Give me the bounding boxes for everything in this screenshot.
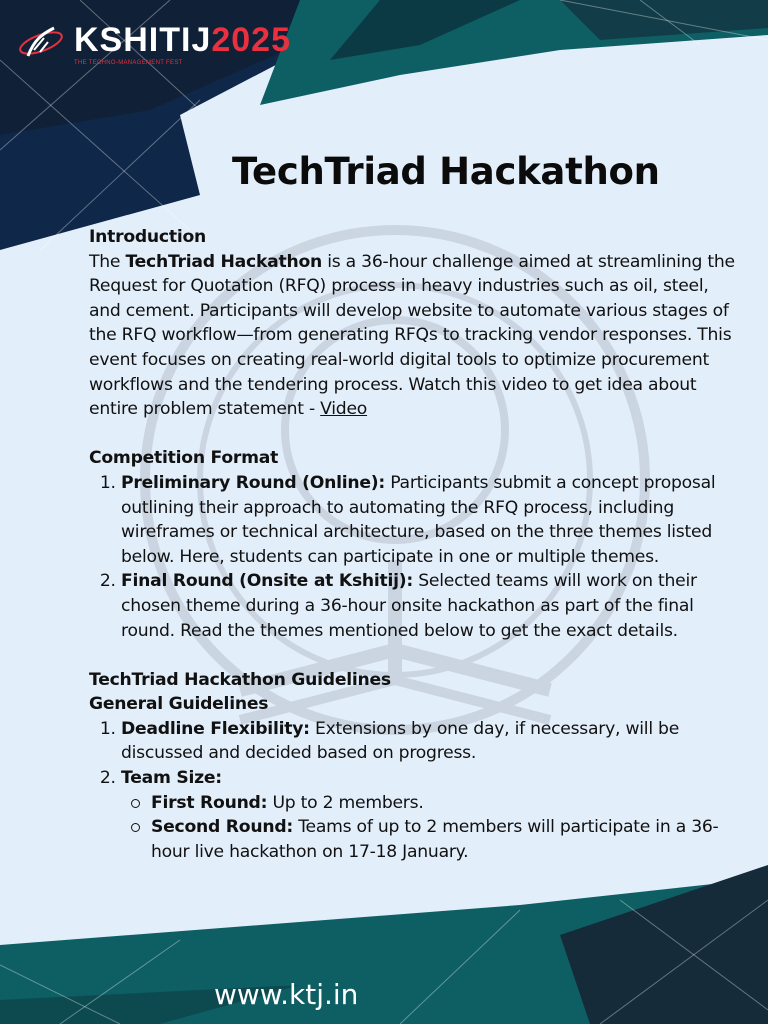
logo-tagline: THE TECHNO-MANAGEMENT FEST <box>74 60 183 66</box>
team-size-list <box>121 791 739 865</box>
logo-wordmark: KSHITIJ2025 <box>74 21 291 59</box>
general-guidelines-heading: General Guidelines <box>89 694 269 715</box>
corner-shape-bottom-right-dark <box>560 865 768 1024</box>
guidelines-heading: TechTriad Hackathon Guidelines <box>89 669 391 690</box>
main-content <box>89 225 739 864</box>
competition-format-heading: Competition Format <box>89 448 279 469</box>
introduction-heading: Introduction <box>89 227 207 247</box>
guidelines-list <box>89 717 739 865</box>
list-item: 2. Team Size: First Round: Up to 2 members. Second Round: Teams of up to 2 members will participate in a 36-hour live hackathon on 17-18 January. <box>121 766 739 864</box>
list-item: Second Round: Teams of up to 2 members will participate in a 36-hour live hackathon on 17-18 January. <box>151 815 739 864</box>
footer-website-url[interactable]: www.ktj.in <box>214 978 359 1011</box>
kshitij-emblem-icon <box>14 20 68 66</box>
competition-format-list <box>89 471 739 643</box>
page-title: TechTriad Hackathon <box>232 150 660 193</box>
kshitij-logo <box>14 20 344 75</box>
list-item: 1. Deadline Flexibility: Extensions by one day, if necessary, will be discussed and decided based on progress. <box>121 717 739 766</box>
list-item: First Round: Up to 2 members. <box>151 791 739 816</box>
list-item: 2. Final Round (Onsite at Kshitij): Selected teams will work on their chosen theme during a 36-hour onsite hackathon as part of the final round. Read the themes mentioned below to get the exact details. <box>121 569 739 643</box>
video-link[interactable]: Video <box>320 399 368 420</box>
list-item: 1. Preliminary Round (Online): Participants submit a concept proposal outlining their approach to automating the RFQ process, including wireframes or technical architecture, based on the three themes listed below. Here, students can participate in one or multiple themes. <box>121 471 739 569</box>
event-name: TechTriad Hackathon <box>125 251 322 272</box>
introduction-paragraph: The TechTriad Hackathon is a 36-hour challenge aimed at streamlining the Request for Quotation (RFQ) process in heavy industries such as oil, steel, and cement. Participants will develop website to automate various stages of the RFQ workflow—from generating RFQs to tracking vendor responses. This event focuses on creating real-world digital tools to optimize procurement workflows and the tendering process. Watch this video to get idea about entire problem statement - Video <box>89 251 735 420</box>
